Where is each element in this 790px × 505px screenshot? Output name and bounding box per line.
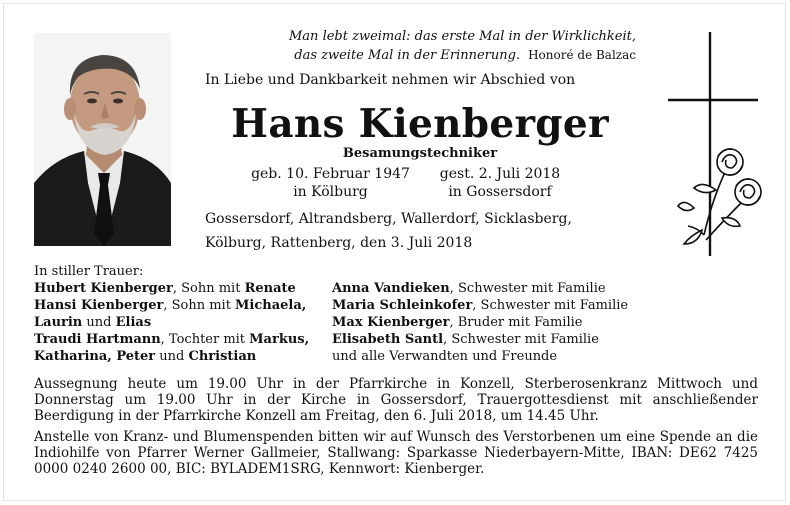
mourner-name: Laurin xyxy=(34,315,83,330)
mourner-line xyxy=(34,348,309,365)
mourner-name: Traudi Hartmann xyxy=(34,332,161,347)
mourner-name: Hubert Kienberger xyxy=(34,281,173,296)
mourners-right-column xyxy=(332,280,628,365)
mourner-line xyxy=(332,297,628,314)
mourner-name: Katharina, Peter xyxy=(34,349,156,364)
mourner-relation: und xyxy=(82,315,116,330)
mourner-relation: , Sohn mit xyxy=(163,298,236,313)
mourners-heading: In stiller Trauer: xyxy=(34,264,144,279)
mourner-name: Maria Schleinkofer xyxy=(332,298,473,313)
birth-info xyxy=(248,165,413,201)
birth-date: geb. 10. Februar 1947 xyxy=(251,166,410,182)
quote-line-1: Man lebt zweimal: das erste Mal in der Wirklichkeit, xyxy=(289,29,636,44)
mourner-relation: und xyxy=(155,349,189,364)
deceased-profession: Besamungstechniker xyxy=(342,146,498,161)
mourner-name: Max Kienberger xyxy=(332,315,450,330)
farewell-intro: In Liebe und Dankbarkeit nehmen wir Abschied von xyxy=(205,72,576,88)
mourner-name: Michaela, xyxy=(235,298,307,313)
service-notice xyxy=(34,376,758,477)
mourner-line xyxy=(332,331,628,348)
funeral-details: Aussegnung heute um 19.00 Uhr in der Pfarrkirche in Konzell, Sterberosenkranz Mittwoch und Donnerstag um 19.00 Uhr in der Kirche in Gossersdorf, Trauergottesdienst mit anschließender Beerdigung in der Pfarrkirche Konzell am Freitag, den 6. Juli 2018, um 14.45 Uhr. xyxy=(34,376,758,424)
donation-request: Anstelle von Kranz- und Blumenspenden bitten wir auf Wunsch des Verstorbenen um eine Spende an die Indiohilfe von Pfarrer Werner Gallmeier, Stallwang: Sparkasse Niederbayern-Mitte, IBAN: DE62 7425 0000 0240 2600 00, BIC: BYLADEM1SRG, Kennwort: Kienberger. xyxy=(34,429,758,477)
mourners-left-column xyxy=(34,263,309,365)
mourner-relation: , Tochter mit xyxy=(160,332,250,347)
mourner-line xyxy=(34,297,309,314)
places-line-1: Gossersdorf, Altrandsberg, Wallerdorf, Sicklasberg, xyxy=(205,211,572,227)
mourner-relation: , Bruder mit Familie xyxy=(449,315,583,330)
mourner-relation: , Sohn mit xyxy=(172,281,245,296)
portrait-photo xyxy=(34,33,171,246)
death-info xyxy=(435,165,565,201)
mourner-name: Hansi Kienberger xyxy=(34,298,164,313)
mourner-line xyxy=(34,314,309,331)
quote-author: Honoré de Balzac xyxy=(528,48,636,62)
mourner-name: Markus, xyxy=(249,332,310,347)
mourner-line xyxy=(332,280,628,297)
mourner-relation: , Schwester mit Familie xyxy=(472,298,629,313)
quote-line-2: das zweite Mal in der Erinnerung. xyxy=(294,48,521,63)
mourner-line xyxy=(34,331,309,348)
mourner-name: Christian xyxy=(188,349,257,364)
mourner-line xyxy=(332,314,628,331)
mourner-relation: und alle Verwandten und Freunde xyxy=(332,349,558,364)
mourner-line xyxy=(34,280,309,297)
places-line-2: Kölburg, Rattenberg, den 3. Juli 2018 xyxy=(205,235,473,251)
places-and-date xyxy=(205,207,572,255)
mourner-relation: , Schwester mit Familie xyxy=(443,332,599,347)
epitaph-quote xyxy=(200,28,636,65)
mourner-name: Elias xyxy=(115,315,152,330)
mourner-name: Renate xyxy=(244,281,296,296)
cross-with-rose-icon xyxy=(664,30,774,260)
death-date: gest. 2. Juli 2018 xyxy=(439,166,561,182)
deceased-name: Hans Kienberger xyxy=(231,101,609,147)
death-place: in Gossersdorf xyxy=(448,184,552,200)
mourner-line xyxy=(332,348,628,365)
mourner-name: Anna Vandieken xyxy=(332,281,450,296)
birth-place: in Kölburg xyxy=(293,184,368,200)
mourner-relation: , Schwester mit Familie xyxy=(449,281,606,296)
mourner-name: Elisabeth Santl xyxy=(332,332,444,347)
